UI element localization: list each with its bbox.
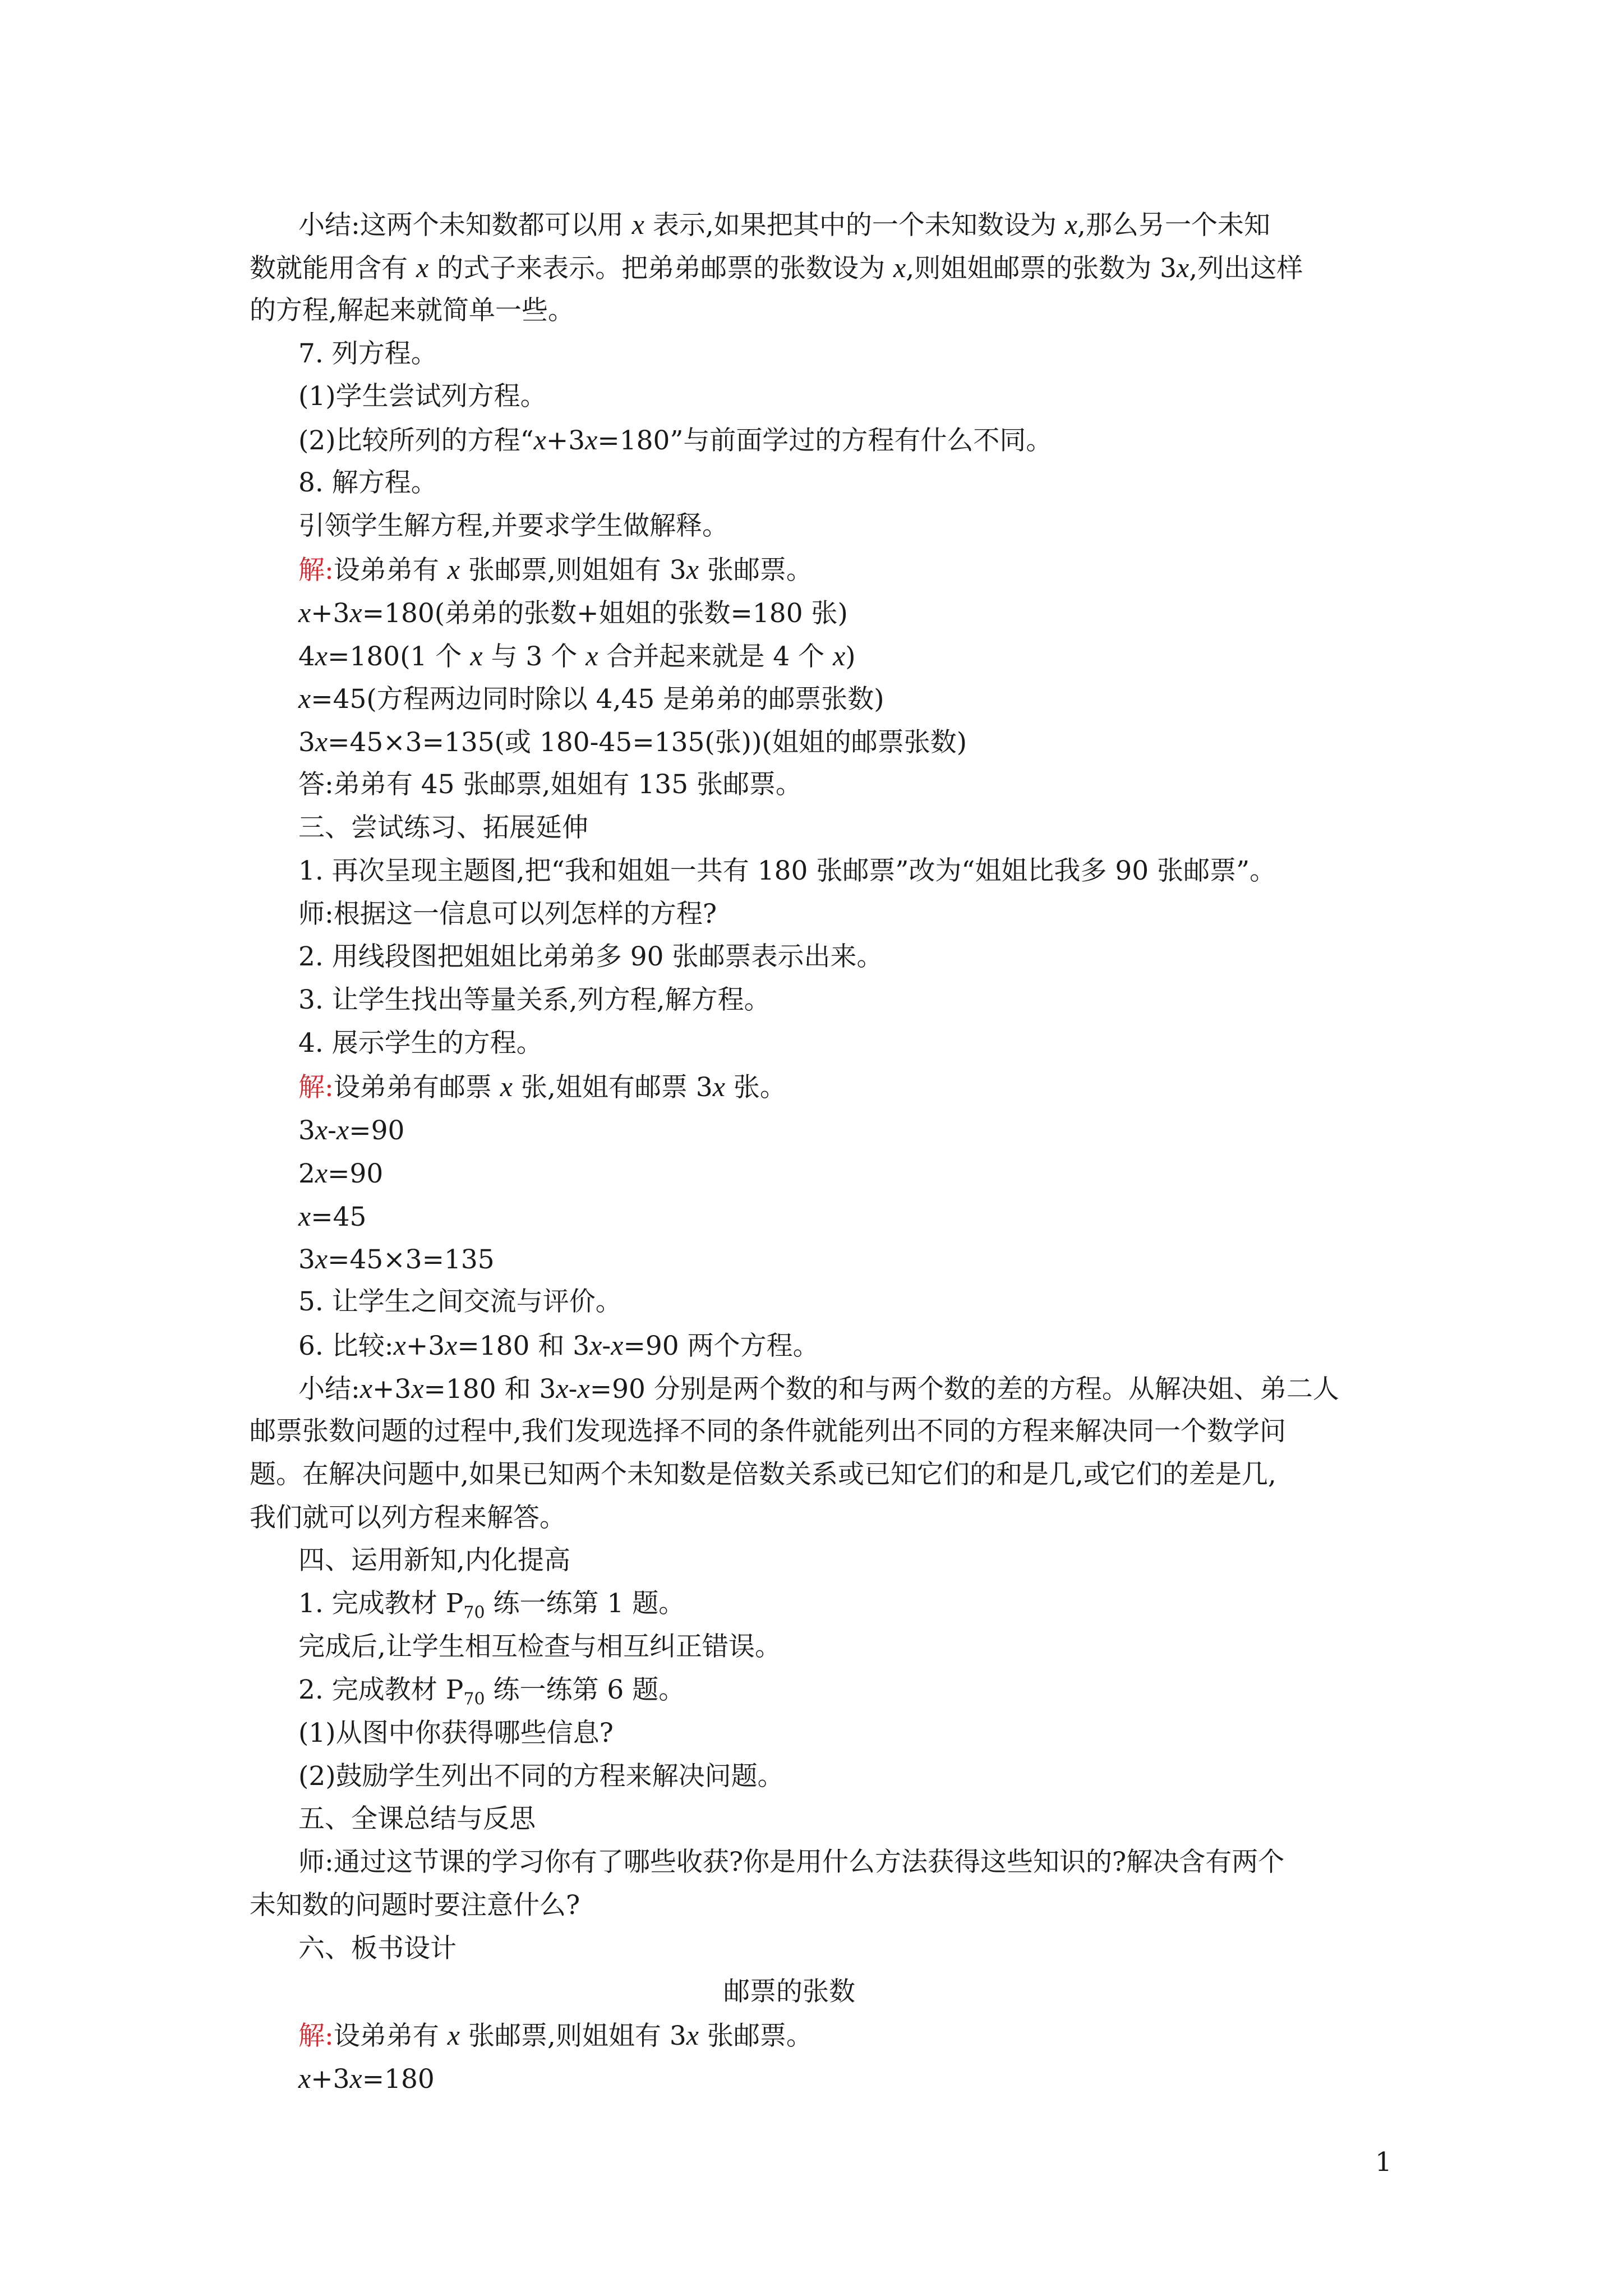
page-subscript: 70: [463, 1689, 485, 1709]
text-run: +3: [546, 425, 585, 457]
text-line: [298, 505, 1392, 547]
text-run: 练一练第 6 题。: [485, 1674, 685, 1705]
text-run: 5. 让学生之间交流与评价。: [298, 1286, 622, 1318]
text-line: [298, 1755, 1392, 1798]
variable-x: x: [445, 1329, 458, 1361]
variable-x: x: [1177, 251, 1189, 283]
text-line: [298, 936, 1392, 978]
variable-x: x: [359, 1372, 373, 1404]
text-run: 师:根据这一信息可以列怎样的方程?: [298, 898, 717, 930]
variable-x: x: [447, 2019, 460, 2051]
text-run: 张,姐姐有邮票 3: [513, 1072, 713, 1103]
text-line: [250, 1453, 1343, 1496]
solution-label: 解:: [298, 2020, 334, 2051]
variable-x: x: [349, 596, 362, 628]
text-run: 六、板书设计: [298, 1933, 457, 1964]
variable-x: x: [393, 1329, 406, 1361]
text-line: [298, 1281, 1392, 1323]
text-run: =45×3=135: [328, 1244, 495, 1276]
text-line: [298, 1712, 1392, 1755]
text-run: 我们就可以列方程来解答。: [250, 1502, 566, 1533]
text-run: (2)比较所列的方程“: [298, 425, 534, 457]
text-run: 表示,如果把其中的一个未知数设为: [644, 210, 1065, 241]
variable-x: x: [585, 424, 598, 456]
solution-label: 解:: [298, 554, 334, 586]
text-run: 3: [298, 1244, 315, 1276]
text-line: [298, 1065, 1392, 1109]
text-run: =180 和 3: [423, 1373, 556, 1405]
text-run: =45×3=135(或 180-45=135(张))(姐姐的邮票张数): [328, 727, 967, 758]
text-run: 完成后,让学生相互检查与相互纠正错误。: [298, 1631, 781, 1663]
text-line: [298, 548, 1392, 592]
variable-x: x: [336, 1114, 349, 1145]
text-line: [298, 1237, 1392, 1281]
text-line: [298, 979, 1392, 1022]
text-run: =45(方程两边同时除以 4,45 是弟弟的邮票张数): [311, 684, 884, 715]
text-run: 五、全课总结与反思: [298, 1803, 536, 1835]
variable-x: x: [712, 1071, 725, 1102]
variable-x: x: [470, 639, 483, 671]
text-run: 4. 展示学生的方程。: [298, 1028, 543, 1059]
text-run: ): [845, 641, 856, 672]
text-run: 张邮票,则姐姐有 3: [460, 554, 686, 586]
page-number: 1: [1375, 2147, 1392, 2178]
text-run: =90 两个方程。: [623, 1331, 819, 1362]
text-run: 题。在解决问题中,如果已知两个未知数是倍数关系或已知它们的和是几,或它们的差是几,: [250, 1458, 1276, 1490]
variable-x: x: [589, 1329, 602, 1361]
text-run: (2)鼓励学生列出不同的方程来解决问题。: [298, 1760, 784, 1792]
board-title: [723, 1971, 1623, 2013]
text-run: =90: [328, 1158, 384, 1189]
text-line: [298, 1195, 1392, 1239]
text-run: 张邮票,则姐姐有 3: [460, 2020, 686, 2051]
text-run: 3. 让学生找出等量关系,列方程,解方程。: [298, 984, 771, 1016]
text-run: 7. 列方程。: [298, 338, 437, 369]
variable-x: x: [298, 2062, 311, 2094]
variable-x: x: [611, 1329, 624, 1361]
variable-x: x: [833, 639, 846, 671]
text-run: 3: [298, 1115, 315, 1146]
text-run: 合并起来就是 4 个: [598, 641, 833, 672]
text-run: 3: [298, 727, 315, 758]
text-run: 的式子来表示。把弟弟邮票的张数设为: [428, 252, 894, 284]
text-run: =180 和 3: [457, 1331, 590, 1362]
text-line: [298, 1841, 1392, 1884]
text-run: 6. 比较:: [298, 1331, 394, 1362]
text-run: ,则姐姐邮票的张数为 3: [906, 252, 1177, 284]
text-run: 设弟弟有: [333, 2020, 448, 2051]
text-line: [298, 634, 1392, 678]
text-line: [298, 1927, 1392, 1970]
text-line: [298, 1022, 1392, 1065]
text-run: 邮票张数问题的过程中,我们发现选择不同的条件就能列出不同的方程来解决同一个数学问: [250, 1415, 1286, 1447]
text-run: =90: [349, 1115, 405, 1146]
variable-x: x: [416, 251, 429, 283]
text-run: +3: [311, 597, 350, 629]
text-run: 4: [298, 641, 315, 672]
text-run: 设弟弟有邮票: [333, 1072, 500, 1103]
text-run: =180(1 个: [328, 641, 471, 672]
variable-x: x: [1064, 209, 1078, 240]
text-line: [298, 677, 1392, 721]
variable-x: x: [585, 639, 598, 671]
text-line: [298, 807, 1392, 849]
text-run: 邮票的张数: [723, 1976, 855, 2007]
variable-x: x: [315, 1157, 328, 1189]
text-run: 三、尝试练习、拓展延伸: [298, 812, 588, 843]
variable-x: x: [298, 1200, 311, 1232]
text-line: [298, 375, 1392, 418]
page-subscript: 70: [463, 1603, 485, 1623]
text-line: [298, 2057, 1392, 2101]
text-run: (1)从图中你获得哪些信息?: [298, 1717, 614, 1749]
variable-x: x: [500, 1071, 513, 1102]
text-run: =45: [311, 1201, 367, 1232]
text-run: 8. 解方程。: [298, 467, 437, 499]
variable-x: x: [315, 1114, 328, 1145]
variable-x: x: [577, 1372, 590, 1404]
text-line: [298, 418, 1392, 462]
solution-label: 解:: [298, 1072, 334, 1103]
variable-x: x: [315, 726, 328, 758]
text-run: 小结:这两个未知数都可以用: [298, 210, 632, 241]
text-run: -: [602, 1331, 611, 1362]
text-run: +3: [311, 2063, 350, 2095]
text-line: [298, 1108, 1392, 1152]
variable-x: x: [298, 596, 311, 628]
text-run: +3: [405, 1331, 445, 1362]
text-run: =180(弟弟的张数+姐姐的张数=180 张): [362, 597, 848, 629]
text-run: 设弟弟有: [333, 554, 448, 586]
variable-x: x: [533, 424, 546, 456]
text-line: [298, 591, 1392, 635]
text-run: 未知数的问题时要注意什么?: [250, 1890, 580, 1921]
variable-x: x: [893, 251, 906, 283]
variable-x: x: [447, 553, 460, 585]
text-line: [250, 1884, 1343, 1927]
variable-x: x: [686, 2019, 699, 2051]
text-line: [298, 462, 1392, 504]
text-run: 与 3 个: [482, 641, 586, 672]
text-run: 师:通过这节课的学习你有了哪些收获?你是用什么方法获得这些知识的?解决含有两个: [298, 1847, 1285, 1878]
text-line: [298, 850, 1392, 892]
variable-x: x: [686, 553, 699, 585]
text-run: (1)学生尝试列方程。: [298, 381, 547, 412]
text-line: [298, 1367, 1392, 1411]
text-line: [298, 1626, 1392, 1668]
text-line: [250, 246, 1343, 290]
text-run: 1. 再次呈现主题图,把“我和姐姐一共有 180 张邮票”改为“姐姐比我多 90 张邮票”。: [298, 855, 1276, 886]
text-run: 张。: [725, 1072, 786, 1103]
text-run: 1. 完成教材 P: [298, 1588, 464, 1619]
text-run: 2. 用线段图把姐姐比弟弟多 90 张邮票表示出来。: [298, 941, 883, 973]
text-line: [298, 1152, 1392, 1195]
text-run: ,列出这样: [1189, 252, 1303, 284]
text-run: =90 分别是两个数的和与两个数的差的方程。从解决姐、弟二人: [589, 1373, 1339, 1405]
text-line: [250, 1410, 1343, 1453]
variable-x: x: [556, 1372, 569, 1404]
text-line: [250, 289, 1343, 332]
variable-x: x: [298, 683, 311, 715]
text-line: [298, 2014, 1392, 2058]
text-line: [298, 1539, 1392, 1582]
variable-x: x: [349, 2062, 362, 2094]
text-run: 张邮票。: [698, 554, 813, 586]
text-run: 小结:: [298, 1373, 360, 1405]
text-run: 2. 完成教材 P: [298, 1674, 464, 1705]
text-line: [298, 720, 1392, 764]
text-run: 引领学生解方程,并要求学生做解释。: [298, 510, 728, 541]
variable-x: x: [315, 639, 328, 671]
text-run: 答:弟弟有 45 张邮票,姐姐有 135 张邮票。: [298, 769, 803, 800]
text-run: ,那么另一个未知: [1077, 210, 1270, 241]
text-line: [298, 763, 1392, 806]
text-run: +3: [372, 1373, 412, 1405]
text-line: [298, 893, 1392, 936]
text-run: 数就能用含有: [250, 252, 416, 284]
text-line: [298, 333, 1392, 375]
text-line: [250, 1497, 1343, 1539]
text-run: =180: [362, 2063, 435, 2095]
text-run: 的方程,解起来就简单一些。: [250, 295, 574, 326]
text-run: 张邮票。: [698, 2020, 813, 2051]
variable-x: x: [315, 1243, 328, 1275]
text-line: [298, 1798, 1392, 1841]
text-run: -: [328, 1115, 336, 1146]
variable-x: x: [631, 209, 644, 240]
text-line: [298, 203, 1392, 247]
text-line: [298, 1324, 1392, 1368]
text-run: 练一练第 1 题。: [485, 1588, 685, 1619]
variable-x: x: [411, 1372, 424, 1404]
text-run: -: [568, 1373, 578, 1405]
text-run: 2: [298, 1158, 315, 1189]
text-run: 四、运用新知,内化提高: [298, 1545, 570, 1576]
text-run: =180”与前面学过的方程有什么不同。: [597, 425, 1053, 457]
